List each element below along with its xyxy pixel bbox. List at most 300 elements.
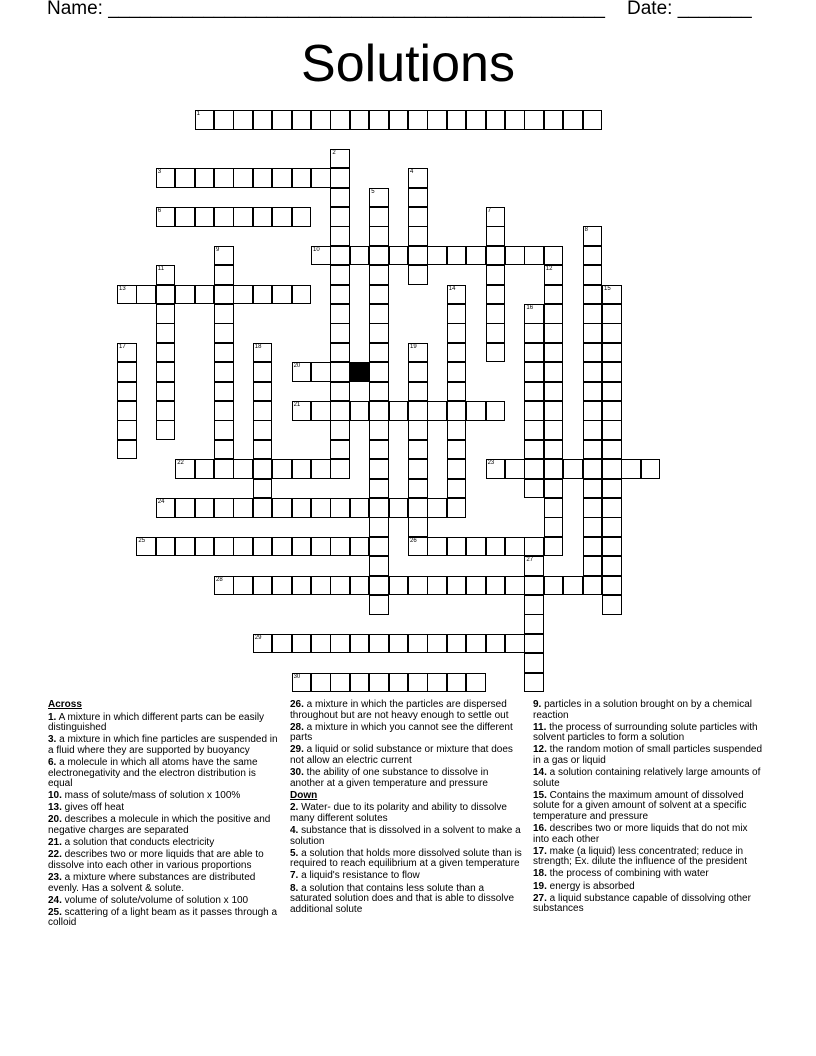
grid-cell[interactable]: [292, 362, 312, 382]
grid-cell[interactable]: [330, 576, 350, 596]
grid-cell[interactable]: [369, 440, 389, 460]
grid-cell[interactable]: [602, 440, 622, 460]
grid-cell[interactable]: [427, 498, 447, 518]
grid-cell[interactable]: [175, 168, 195, 188]
grid-cell[interactable]: [602, 537, 622, 557]
grid-cell[interactable]: [583, 459, 603, 479]
grid-cell[interactable]: [214, 420, 234, 440]
grid-cell[interactable]: [408, 207, 428, 227]
grid-cell[interactable]: [233, 285, 253, 305]
grid-cell[interactable]: [369, 498, 389, 518]
grid-cell[interactable]: [369, 304, 389, 324]
grid-cell[interactable]: [233, 110, 253, 130]
grid-cell[interactable]: [408, 168, 428, 188]
grid-cell[interactable]: [602, 595, 622, 615]
grid-cell[interactable]: [292, 110, 312, 130]
grid-cell[interactable]: [466, 634, 486, 654]
grid-cell[interactable]: [253, 285, 273, 305]
grid-cell[interactable]: [447, 304, 467, 324]
grid-cell[interactable]: [214, 110, 234, 130]
grid-cell[interactable]: [175, 285, 195, 305]
grid-cell[interactable]: [466, 537, 486, 557]
grid-cell[interactable]: [602, 420, 622, 440]
grid-cell[interactable]: [369, 479, 389, 499]
grid-cell[interactable]: [350, 634, 370, 654]
grid-cell[interactable]: [214, 537, 234, 557]
grid-cell[interactable]: [369, 226, 389, 246]
grid-cell[interactable]: [524, 634, 544, 654]
grid-cell[interactable]: [583, 246, 603, 266]
grid-cell[interactable]: [330, 207, 350, 227]
grid-cell[interactable]: [214, 285, 234, 305]
grid-cell[interactable]: [408, 401, 428, 421]
grid-cell[interactable]: [369, 634, 389, 654]
grid-cell[interactable]: [544, 362, 564, 382]
grid-cell[interactable]: [427, 537, 447, 557]
grid-cell[interactable]: [641, 459, 661, 479]
grid-cell[interactable]: [311, 634, 331, 654]
grid-cell[interactable]: [156, 343, 176, 363]
grid-cell[interactable]: [156, 265, 176, 285]
grid-cell[interactable]: [544, 498, 564, 518]
grid-cell[interactable]: [330, 362, 350, 382]
grid-cell[interactable]: [602, 304, 622, 324]
grid-cell[interactable]: [447, 382, 467, 402]
grid-cell[interactable]: [389, 498, 409, 518]
grid-cell[interactable]: [330, 634, 350, 654]
grid-cell[interactable]: [524, 459, 544, 479]
grid-cell[interactable]: [156, 285, 176, 305]
grid-cell[interactable]: [447, 576, 467, 596]
grid-cell[interactable]: [292, 634, 312, 654]
grid-cell[interactable]: [253, 168, 273, 188]
grid-cell[interactable]: [175, 459, 195, 479]
grid-cell[interactable]: [369, 401, 389, 421]
grid-cell[interactable]: [156, 420, 176, 440]
grid-cell[interactable]: [136, 537, 156, 557]
grid-cell[interactable]: [408, 343, 428, 363]
grid-cell[interactable]: [292, 401, 312, 421]
grid-cell[interactable]: [369, 110, 389, 130]
grid-cell[interactable]: [214, 304, 234, 324]
grid-cell[interactable]: [389, 673, 409, 693]
grid-cell[interactable]: [330, 343, 350, 363]
grid-cell[interactable]: [195, 285, 215, 305]
grid-cell[interactable]: [524, 304, 544, 324]
grid-cell[interactable]: [408, 246, 428, 266]
grid-cell[interactable]: [427, 634, 447, 654]
grid-cell[interactable]: [253, 110, 273, 130]
grid-cell[interactable]: [408, 440, 428, 460]
grid-cell[interactable]: [369, 517, 389, 537]
grid-cell[interactable]: [233, 459, 253, 479]
grid-cell[interactable]: [292, 168, 312, 188]
grid-cell[interactable]: [563, 576, 583, 596]
grid-cell[interactable]: [195, 498, 215, 518]
grid-cell[interactable]: [583, 110, 603, 130]
grid-cell[interactable]: [544, 323, 564, 343]
grid-cell[interactable]: [350, 498, 370, 518]
grid-cell[interactable]: [583, 285, 603, 305]
grid-cell[interactable]: [583, 517, 603, 537]
grid-cell[interactable]: [350, 401, 370, 421]
grid-cell[interactable]: [602, 576, 622, 596]
grid-cell[interactable]: [408, 459, 428, 479]
grid-cell[interactable]: [117, 343, 137, 363]
grid-cell[interactable]: [311, 537, 331, 557]
grid-cell[interactable]: [330, 265, 350, 285]
grid-cell[interactable]: [583, 420, 603, 440]
grid-cell[interactable]: [602, 382, 622, 402]
grid-cell[interactable]: [175, 498, 195, 518]
grid-cell[interactable]: [583, 265, 603, 285]
grid-cell[interactable]: [233, 537, 253, 557]
grid-cell[interactable]: [524, 673, 544, 693]
grid-cell[interactable]: [583, 401, 603, 421]
grid-cell[interactable]: [214, 382, 234, 402]
grid-cell[interactable]: [486, 246, 506, 266]
grid-cell[interactable]: [447, 401, 467, 421]
grid-cell[interactable]: [117, 362, 137, 382]
grid-cell[interactable]: [292, 207, 312, 227]
grid-cell[interactable]: [156, 537, 176, 557]
grid-cell[interactable]: [253, 537, 273, 557]
grid-cell[interactable]: [369, 382, 389, 402]
grid-cell[interactable]: [330, 323, 350, 343]
grid-cell[interactable]: [156, 382, 176, 402]
grid-cell[interactable]: [117, 401, 137, 421]
grid-cell[interactable]: [311, 401, 331, 421]
date-field[interactable]: Date: _______: [627, 0, 752, 19]
grid-cell[interactable]: [486, 323, 506, 343]
grid-cell[interactable]: [214, 343, 234, 363]
grid-cell[interactable]: [214, 207, 234, 227]
grid-cell[interactable]: [369, 265, 389, 285]
grid-cell[interactable]: [253, 207, 273, 227]
grid-cell[interactable]: [602, 401, 622, 421]
grid-cell[interactable]: [524, 343, 544, 363]
grid-cell[interactable]: [330, 382, 350, 402]
grid-cell[interactable]: [447, 362, 467, 382]
grid-cell[interactable]: [447, 420, 467, 440]
grid-cell[interactable]: [408, 498, 428, 518]
grid-cell[interactable]: [253, 459, 273, 479]
grid-cell[interactable]: [369, 537, 389, 557]
grid-cell[interactable]: [583, 479, 603, 499]
grid-cell[interactable]: [524, 401, 544, 421]
grid-cell[interactable]: [350, 576, 370, 596]
grid-cell[interactable]: [175, 537, 195, 557]
grid-cell[interactable]: [447, 343, 467, 363]
grid-cell[interactable]: [602, 517, 622, 537]
grid-cell[interactable]: [447, 285, 467, 305]
grid-cell[interactable]: [447, 440, 467, 460]
grid-cell[interactable]: [505, 246, 525, 266]
grid-cell[interactable]: [466, 401, 486, 421]
grid-cell[interactable]: [486, 401, 506, 421]
grid-cell[interactable]: [408, 188, 428, 208]
grid-cell[interactable]: [524, 440, 544, 460]
grid-cell[interactable]: [253, 440, 273, 460]
grid-cell[interactable]: [505, 634, 525, 654]
grid-cell[interactable]: [544, 110, 564, 130]
grid-cell[interactable]: [602, 323, 622, 343]
grid-cell[interactable]: [447, 479, 467, 499]
grid-cell[interactable]: [195, 168, 215, 188]
grid-cell[interactable]: [369, 323, 389, 343]
grid-cell[interactable]: [350, 673, 370, 693]
grid-cell[interactable]: [156, 207, 176, 227]
grid-cell[interactable]: [369, 188, 389, 208]
grid-cell[interactable]: [408, 479, 428, 499]
grid-cell[interactable]: [427, 246, 447, 266]
grid-cell[interactable]: [583, 576, 603, 596]
grid-cell[interactable]: [330, 304, 350, 324]
grid-cell[interactable]: [486, 207, 506, 227]
grid-cell[interactable]: [330, 498, 350, 518]
grid-cell[interactable]: [505, 459, 525, 479]
grid-cell[interactable]: [563, 459, 583, 479]
grid-cell[interactable]: [583, 440, 603, 460]
grid-cell[interactable]: [524, 382, 544, 402]
grid-cell[interactable]: [602, 556, 622, 576]
grid-cell[interactable]: [447, 246, 467, 266]
grid-cell[interactable]: [544, 459, 564, 479]
grid-cell[interactable]: [369, 420, 389, 440]
grid-cell[interactable]: [214, 168, 234, 188]
grid-cell[interactable]: [253, 382, 273, 402]
grid-cell[interactable]: [486, 265, 506, 285]
grid-cell[interactable]: [175, 207, 195, 227]
grid-cell[interactable]: [602, 285, 622, 305]
grid-cell[interactable]: [524, 595, 544, 615]
grid-cell[interactable]: [583, 343, 603, 363]
grid-cell[interactable]: [486, 537, 506, 557]
grid-cell[interactable]: [311, 459, 331, 479]
grid-cell[interactable]: [214, 265, 234, 285]
grid-cell[interactable]: [466, 576, 486, 596]
grid-cell[interactable]: [583, 362, 603, 382]
grid-cell[interactable]: [524, 576, 544, 596]
grid-cell[interactable]: [272, 634, 292, 654]
grid-cell[interactable]: [214, 440, 234, 460]
grid-cell[interactable]: [427, 576, 447, 596]
grid-cell[interactable]: [330, 246, 350, 266]
grid-cell[interactable]: [583, 226, 603, 246]
grid-cell[interactable]: [544, 440, 564, 460]
grid-cell[interactable]: [447, 459, 467, 479]
grid-cell[interactable]: [330, 401, 350, 421]
grid-cell[interactable]: [214, 362, 234, 382]
grid-cell[interactable]: [427, 401, 447, 421]
grid-cell[interactable]: [447, 323, 467, 343]
grid-cell[interactable]: [583, 498, 603, 518]
grid-cell[interactable]: [330, 285, 350, 305]
grid-cell[interactable]: [369, 362, 389, 382]
grid-cell[interactable]: [369, 285, 389, 305]
grid-cell[interactable]: [486, 576, 506, 596]
grid-cell[interactable]: [253, 362, 273, 382]
grid-cell[interactable]: [330, 188, 350, 208]
grid-cell[interactable]: [486, 459, 506, 479]
grid-cell[interactable]: [156, 401, 176, 421]
grid-cell[interactable]: [408, 362, 428, 382]
grid-cell[interactable]: [524, 362, 544, 382]
grid-cell[interactable]: [272, 576, 292, 596]
grid-cell[interactable]: [408, 420, 428, 440]
grid-cell[interactable]: [408, 110, 428, 130]
grid-cell[interactable]: [369, 576, 389, 596]
grid-cell[interactable]: [447, 537, 467, 557]
grid-cell[interactable]: [389, 576, 409, 596]
grid-cell[interactable]: [524, 246, 544, 266]
grid-cell[interactable]: [214, 323, 234, 343]
grid-cell[interactable]: [369, 673, 389, 693]
grid-cell[interactable]: [195, 110, 215, 130]
grid-cell[interactable]: [233, 498, 253, 518]
grid-cell[interactable]: [447, 498, 467, 518]
grid-cell[interactable]: [544, 420, 564, 440]
grid-cell[interactable]: [583, 382, 603, 402]
grid-cell[interactable]: [330, 226, 350, 246]
grid-cell[interactable]: [486, 226, 506, 246]
grid-cell[interactable]: [486, 634, 506, 654]
grid-cell[interactable]: [408, 576, 428, 596]
grid-cell[interactable]: [272, 207, 292, 227]
grid-cell[interactable]: [544, 537, 564, 557]
grid-cell[interactable]: [214, 246, 234, 266]
grid-cell[interactable]: [524, 323, 544, 343]
grid-cell[interactable]: [272, 285, 292, 305]
grid-cell[interactable]: [602, 479, 622, 499]
grid-cell[interactable]: [156, 323, 176, 343]
grid-cell[interactable]: [524, 537, 544, 557]
grid-cell[interactable]: [466, 110, 486, 130]
grid-cell[interactable]: [602, 459, 622, 479]
grid-cell[interactable]: [447, 673, 467, 693]
grid-cell[interactable]: [330, 440, 350, 460]
grid-cell[interactable]: [427, 110, 447, 130]
grid-cell[interactable]: [466, 673, 486, 693]
grid-cell[interactable]: [292, 285, 312, 305]
grid-cell[interactable]: [272, 498, 292, 518]
grid-cell[interactable]: [408, 382, 428, 402]
grid-cell[interactable]: [330, 673, 350, 693]
grid-cell[interactable]: [117, 285, 137, 305]
grid-cell[interactable]: [486, 304, 506, 324]
grid-cell[interactable]: [447, 634, 467, 654]
grid-cell[interactable]: [583, 304, 603, 324]
grid-cell[interactable]: [117, 382, 137, 402]
grid-cell[interactable]: [311, 110, 331, 130]
grid-cell[interactable]: [272, 459, 292, 479]
grid-cell[interactable]: [602, 498, 622, 518]
grid-cell[interactable]: [505, 537, 525, 557]
grid-cell[interactable]: [292, 537, 312, 557]
grid-cell[interactable]: [563, 110, 583, 130]
name-field[interactable]: Name: _______________________________________________: [47, 0, 605, 19]
grid-cell[interactable]: [369, 459, 389, 479]
grid-cell[interactable]: [427, 673, 447, 693]
grid-cell[interactable]: [505, 110, 525, 130]
grid-cell[interactable]: [330, 537, 350, 557]
grid-cell[interactable]: [292, 459, 312, 479]
grid-cell[interactable]: [544, 517, 564, 537]
grid-cell[interactable]: [369, 595, 389, 615]
grid-cell[interactable]: [408, 265, 428, 285]
grid-cell[interactable]: [389, 110, 409, 130]
grid-cell[interactable]: [369, 343, 389, 363]
grid-cell[interactable]: [389, 634, 409, 654]
grid-cell[interactable]: [214, 401, 234, 421]
grid-cell[interactable]: [505, 576, 525, 596]
grid-cell[interactable]: [544, 265, 564, 285]
grid-cell[interactable]: [253, 343, 273, 363]
grid-cell[interactable]: [621, 459, 641, 479]
grid-cell[interactable]: [136, 285, 156, 305]
grid-cell[interactable]: [330, 110, 350, 130]
grid-cell[interactable]: [369, 246, 389, 266]
grid-cell[interactable]: [311, 673, 331, 693]
grid-cell[interactable]: [311, 168, 331, 188]
grid-cell[interactable]: [369, 207, 389, 227]
grid-cell[interactable]: [253, 401, 273, 421]
grid-cell[interactable]: [408, 226, 428, 246]
grid-cell[interactable]: [486, 285, 506, 305]
grid-cell[interactable]: [253, 420, 273, 440]
grid-cell[interactable]: [602, 362, 622, 382]
grid-cell[interactable]: [253, 634, 273, 654]
grid-cell[interactable]: [408, 517, 428, 537]
grid-cell[interactable]: [330, 420, 350, 440]
grid-cell[interactable]: [156, 304, 176, 324]
grid-cell[interactable]: [156, 362, 176, 382]
grid-cell[interactable]: [311, 246, 331, 266]
grid-cell[interactable]: [524, 479, 544, 499]
grid-cell[interactable]: [214, 576, 234, 596]
grid-cell[interactable]: [311, 362, 331, 382]
grid-cell[interactable]: [369, 556, 389, 576]
grid-cell[interactable]: [253, 576, 273, 596]
grid-cell[interactable]: [524, 420, 544, 440]
grid-cell[interactable]: [311, 576, 331, 596]
grid-cell[interactable]: [292, 576, 312, 596]
grid-cell[interactable]: [253, 498, 273, 518]
grid-cell[interactable]: [330, 149, 350, 169]
grid-cell[interactable]: [350, 537, 370, 557]
grid-cell[interactable]: [117, 440, 137, 460]
grid-cell[interactable]: [486, 110, 506, 130]
grid-cell[interactable]: [544, 401, 564, 421]
grid-cell[interactable]: [408, 634, 428, 654]
grid-cell[interactable]: [389, 401, 409, 421]
grid-cell[interactable]: [156, 168, 176, 188]
grid-cell[interactable]: [583, 556, 603, 576]
grid-cell[interactable]: [311, 498, 331, 518]
grid-cell[interactable]: [253, 479, 273, 499]
grid-cell[interactable]: [350, 110, 370, 130]
grid-cell[interactable]: [233, 168, 253, 188]
grid-cell[interactable]: [330, 459, 350, 479]
grid-cell[interactable]: [330, 168, 350, 188]
grid-cell[interactable]: [408, 673, 428, 693]
grid-cell[interactable]: [602, 343, 622, 363]
grid-cell[interactable]: [524, 110, 544, 130]
grid-cell[interactable]: [272, 537, 292, 557]
grid-cell[interactable]: [292, 498, 312, 518]
grid-cell[interactable]: [486, 343, 506, 363]
grid-cell[interactable]: [524, 614, 544, 634]
